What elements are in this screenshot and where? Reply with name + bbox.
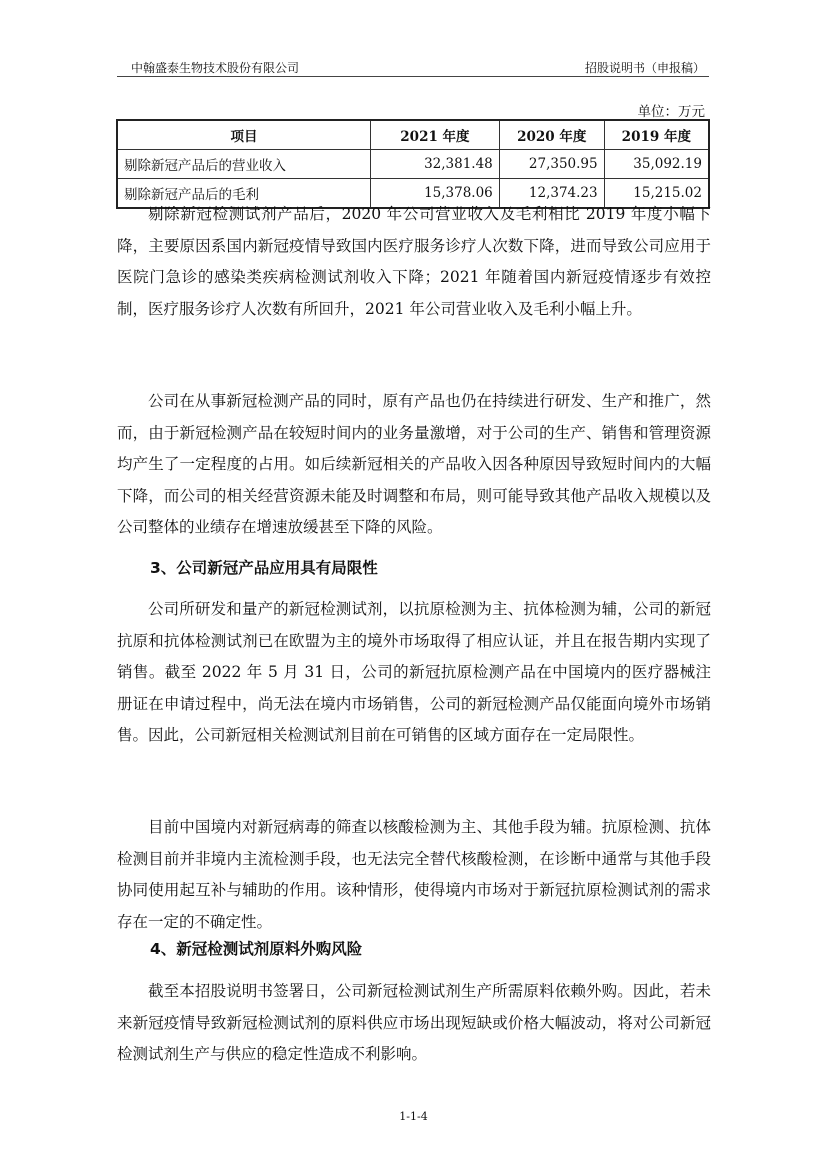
paragraph-domestic-screening: 目前中国境内对新冠病毒的筛查以核酸检测为主、其他手段为辅。抗原检测、抗体检测目前并非境内主流检测手段，也无法完全替代核酸检测，在诊断中通常与其他手段协同使用起互补与辅助的作用。该种情形，使得境内市场对于新冠抗原检测试剂的需求存在一定的不确定性。 xyxy=(117,818,711,931)
company-name: 中翰盛泰生物技术股份有限公司 xyxy=(131,61,300,75)
paragraph-revenue-explanation: 剔除新冠检测试剂产品后，2020 年公司营业收入及毛利相比 2019 年度小幅下降，主要原因系国内新冠疫情导致国内医疗服务诊疗人次数下降，进而导致公司应用于医院门急诊的感染类疾病检测试剂收入下降；2021 年随着国内新冠疫情逐步有效控制，医疗服务诊疗人次数有所回升，2021 年公司营业收入及毛利小幅上升。 xyxy=(117,205,711,318)
cell-2021: 15,378.06 xyxy=(371,179,500,209)
table-header-row xyxy=(117,120,709,150)
page-header xyxy=(117,55,709,77)
financial-table xyxy=(116,119,710,209)
column-header-2019: 2019 年度 xyxy=(604,120,709,150)
section-heading-4: 4、新冠检测试剂原料外购风险 xyxy=(150,940,363,958)
cell-2019: 35,092.19 xyxy=(604,150,709,179)
cell-2019: 15,215.02 xyxy=(604,179,709,209)
paragraph-raw-material-risk: 截至本招股说明书签署日，公司新冠检测试剂生产所需原料依赖外购。因此，若未来新冠疫情导致新冠检测试剂的原料供应市场出现短缺或价格大幅波动，将对公司新冠检测试剂生产与供应的稳定性造成不利影响。 xyxy=(117,982,711,1063)
cell-2020: 12,374.23 xyxy=(499,179,604,209)
table-unit: 单位：万元 xyxy=(637,104,705,120)
header-rule xyxy=(117,76,709,77)
paragraph-resource-occupation: 公司在从事新冠检测产品的同时，原有产品也仍在持续进行研发、生产和推广，然而，由于新冠检测产品在较短时间内的业务量激增，对于公司的生产、销售和管理资源均产生了一定程度的占用。如后续新冠相关的产品收入因各种原因导致短时间内的大幅下降，而公司的相关经营资源未能及时调整和布局，则可能导致其他产品收入规模以及公司整体的业绩存在增速放缓甚至下降的风险。 xyxy=(117,392,711,536)
column-header-2021: 2021 年度 xyxy=(371,120,500,150)
column-header-2020: 2020 年度 xyxy=(499,120,604,150)
row-label: 剔除新冠产品后的毛利 xyxy=(117,179,371,209)
column-header-item: 项目 xyxy=(117,120,371,150)
cell-2020: 27,350.95 xyxy=(499,150,604,179)
table-row xyxy=(117,150,709,179)
section-heading-3: 3、公司新冠产品应用具有局限性 xyxy=(150,559,378,577)
cell-2021: 32,381.48 xyxy=(371,150,500,179)
row-label: 剔除新冠产品后的营业收入 xyxy=(117,150,371,179)
paragraph-application-limitation: 公司所研发和量产的新冠检测试剂，以抗原检测为主、抗体检测为辅，公司的新冠抗原和抗体检测试剂已在欧盟为主的境外市场取得了相应认证，并且在报告期内实现了销售。截至 2022 年 5 月 31 日，公司的新冠抗原检测产品在中国境内的医疗器械注册证在申请过程中，尚无法在境内市场销售，公司的新冠检测产品仅能面向境外市场销售。因此，公司新冠相关检测试剂目前在可销售的区域方面存在一定局限性。 xyxy=(117,600,711,744)
document-title: 招股说明书（申报稿） xyxy=(584,61,705,75)
page-number: 1-1-4 xyxy=(399,1110,428,1123)
